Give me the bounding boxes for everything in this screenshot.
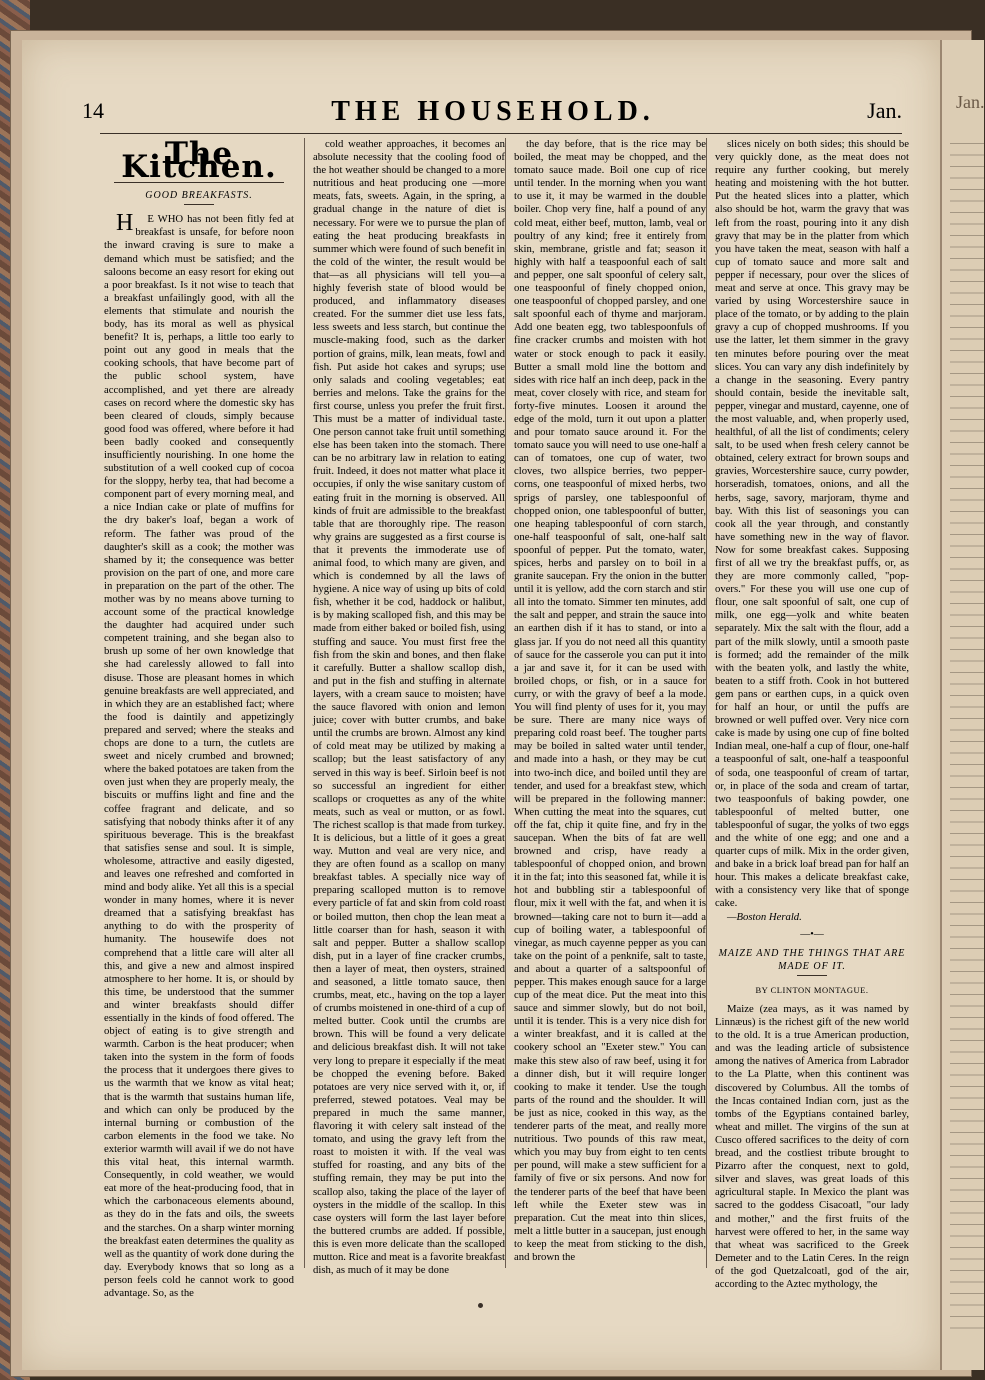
column-2	[304, 138, 505, 1277]
heading-rule	[184, 204, 214, 205]
column-1	[104, 136, 294, 1299]
next-page-edge	[940, 40, 984, 1370]
section-divider: —•—	[800, 928, 824, 940]
column-text: the day before, that is the rice may be boiled, the meat may be chopped, and the tomato sauce made. Boil one cup of rice until tender. In the morning when you want to use it, it may be warmed in the double boiler. Chop very fine, half a pound of any cold meat, either beef, mutton, lamb, veal or poultry of any kind; free it entirely from skin, membrane, gristle and fat; season it highly with half a teaspoonful each of salt and pepper, one salt spoonful of celery salt, one teaspoonful of finely chopped onion, one teaspoonful of chopped parsley, and one salt spoonful each of thyme and marjoram. Add one beaten egg, two tablespoonfuls of fine cracker crumbs and moisten with hot water or stock enough to pack it easily. Butter a small mold line the bottom and sides with rice half an inch deep, pack in the meat, cover closely with rice, and steam for forty-five minutes. Loosen it around the edge of the mold, turn it out upon a platter and pour tomato sauce around it. For the tomato sauce you will need to use one-half a can of tomatoes, one cup of water, two cloves, two allspice berries, two pepper-corns, one teaspoonful of mixed herbs, two sprigs of parsley, one tablespoonful of chopped onion, one tablespoonful of butter, one heaping tablespoonful of corn starch, one-half teaspoonful of salt, one-half salt spoonful of pepper. Put the tomato, water, spices, herbs and parsley on to boil in a granite saucepan. Fry the onion in the butter until it is yellow, add the corn starch and stir all into the tomato. Simmer ten minutes, add the salt and pepper, and strain the sauce into an earthen dish if it has to stand, or into a glass jar. If you do not need all this quantity of sauce for the casserole you can put it into a jar and save it, for it can be used with broiled chops, or fish, or in a sauce for curry, or with the gravy of beef a la mode. You will find plenty of uses for it, you may be sure. There are many nice ways of preparing cold roast beef. The tougher parts may be boiled in salted water until tender, and made into a hash, or they may be cut into two-inch dice, and boiled until they are tender, and used for a breakfast stew, which will be prepared in the following manner: When cutting the meat into the squares, cut off the fat, chip it quite fine, and fry in the saucepan. When the bits of fat are well browned and crisp, have ready a tablespoonful of chopped onion, and brown it in the fat; into this seasoned fat, while it is hot and bubbling stir a tablespoonful of flour, mix it well with the fat, and when it is browned—taking care not to burn it—add a cup of boiling water, a tablespoonful of vinegar, as much cayenne pepper as you can take on the point of a penknife, salt to taste, and about a quarter of a saltspoonful of pepper. This makes enough sauce for a large cup of the meat dice. Put the meat into this sauce and simmer slowly, but do not boil, until it is tender. This is a very nice dish for a winter breakfast, and it is called at the cookery school an "Exeter stew." You can make this stew also of raw beef, using it for a dinner dish, but it will require longer cooking to make it tender. Use the tough parts of the round and the shoulder. It will be just as nice, cooked in this way, as the tenderer parts of the meat, and really more nutritious. Two pounds of this raw meat, which you may buy from eight to ten cents per pound, will make a stew sufficient for a family of five or six persons. And now for the tenderer parts of the beef that have been left while the Exeter stew was in preparation. Cut the meat into thin slices, melt a little butter in a saucepan, just enough to keep the meat from sticking to the dish, and brown the	[514, 138, 706, 1263]
heading-rule	[797, 975, 827, 976]
running-title: THE HOUSEHOLD.	[331, 96, 655, 127]
article2-byline: BY CLINTON MONTAGUE.	[755, 984, 869, 995]
column-text: cold weather approaches, it becomes an absolute necessity that the cooling food of the hot weather should be changed to a more nutritious and heat producing one —more meats, fats, sweets. Again, in the spring, a gradual change in the nature of diet is necessary. For were we to pursue the plan of eating the heat producing breakfasts in summer which were found of such benefit in the cold of the winter, the result would be that—as all physicians will tell you—a highly feverish state of blood would be produced, and inflammatory diseases created. For the summer diet use less fats, less sweets and less starch, but continue the muscle-making food, such as the darker portion of grains, milk, lean meats, fowl and fish. Put aside hot cakes and syrups; use only salads and cooling vegetables; eat berries and melons. Take the grains for the first course, unless you prefer the fruit first. This must be a matter of individual taste. One person cannot take fruit until something else has been taken into the stomach. There can be no arbitrary law in relation to eating fruit. Indeed, it does not matter what place it occupies, if only the wise sanitary custom of eating fruit in the morning is observed. All kinds of fruit are admissible to the breakfast table that are thoroughly ripe. The reason why grains are suggested as a first course is that it prevents the immoderate use of animal food, to which many are given, and which is condemned by all the laws of hygiene. A nice way of using up bits of cold fish, whether it be cod, haddock or halibut, is by making scalloped fish, and this may be made from either baked or boiled fish, using stuffing and sauce. You must first free the fish from the skin and bones, and then flake it carefully. Butter a shallow scallop dish, and put in the fish and stuffing in alternate layers, with a cream sauce to moisten; have the sauce flavored with onion and lemon juice; cover with butter crumbs, and bake until the crumbs are brown. Almost any kind of cold meat may be utilized by making a scallop; but the least satisfactory of any served in this way is beef. Sirloin beef is not so successful an ingredient for either scallops or croquettes as any of the white meats, such as veal or mutton, or as fowl. The richest scallop is that made from turkey. It is delicious, but a little of it goes a great way. Mutton and veal are very nice, and they are often found as a scallop on many breakfast tables. A specially nice way of preparing scalloped mutton is to remove every particle of fat and skin from cold roast or boiled mutton, then chop the lean meat a little coarser than for hash, season it with salt and pepper. Butter a shallow scallop dish, put in a layer of fine cracker crumbs, then a layer of meat, then oysters, strained and seasoned, a little tomato sauce, then crumbs, meat, etc., having on the top a layer of crumbs moistened in one-third of a cup of melted butter. Cook until the crumbs are brown. This will be found a very delicate and delicious breakfast dish. It will not take very long to prepare it especially if the meat be chopped the evening before. Baked potatoes are very nice served with it, or, if preferred, stewed potatoes. Veal may be prepared in much the same manner, flavoring it with celery salt instead of the tomato, and using the gravy left from the roast to moisten it with. If the veal was stuffed for roasting, and any bits of the stuffing remain, they may be put into the scallop also, taking the place of the layer of oysters in the middle of the scallop. In this case oysters will form the last layer before the buttered crumbs are added. If possible, this is even more delicate than the scalloped mutton. Rice and meat is a favorite breakfast dish, as much of it may be done	[313, 138, 505, 1277]
column-3	[505, 138, 706, 1268]
article2-heading: MAIZE AND THE THINGS THAT ARE MADE OF IT.	[718, 947, 906, 972]
page-header	[82, 98, 904, 132]
header-rule	[100, 133, 902, 134]
page-dot-ornament	[478, 1303, 483, 1308]
column-text: Maize (zea mays, as it was named by Linnæus) is the richest gift of the new world to the old. It is a true American production, and was the leading article of subsistence among the natives of America from Labrador to the La Platte, when this continent was discovered by Columbus. All the tombs of the Incas contained Indian corn, just as the tombs of the Egyptians contained barley, wheat and millet. The virgins of the sun at Cusco offered sacrifices to the deity of corn bread, and the costliest tribute brought to Pizarro after the conquest, next to gold, silver and slaves, was great loads of this agricultural staple. In Mexico the plant was sacred to the goddess Cisacoatl, "our lady and mother," and the first fruits of the harvest were offered to her, in the same way that wheat was sacrificed to the Greek Demeter and to the Latin Ceres. In the reign of the god Quetzalcoatl, god of the air, according to the Aztec mythology, the	[715, 1003, 909, 1290]
article-heading: GOOD BREAKFASTS.	[145, 190, 253, 202]
next-page-text-lines	[950, 135, 984, 1335]
article-credit: —Boston Herald.	[727, 910, 802, 923]
page-number: 14	[82, 98, 104, 123]
article-body-col1	[104, 210, 294, 1300]
month-label: Jan.	[867, 98, 902, 123]
column-text: HE WHO has not been fitly fed at breakfast is unsafe, for before noon the inward craving is sure to make a demand which must be satisfied; and the saloons become an easy resort for eking out a poor breakfast. Is it not wise to teach that a breakfast unfailingly good, with all the elements that stimulate and nourish the body, has its moral as well as physical benefit? It is, perhaps, a little too early to point out any good in meals that the cooking schools, that have become part of the public school system, have accomplished, and yet there are already cases on record where the domestic sky has been cleared of clouds, simply because good food was offered, where before it had been badly cooked and consequently insufficiently nourishing. In one home the substitution of a well cooked cup of cocoa for the sloppy, herby tea, that had become a component part of every morning meal, and a nice Indian cake or plate of muffins for the dry baker's loaf, began a work of reform. The father was proud of the daughter's skill as a cook; the mother was shamed by it; the consequence was better provision on the part of one, and more care in preparation on the part of the other. The mother was by no means above turning to account some of the practical knowledge the daughter had acquired under such competent training, and she began also to brush up some of her own knowledge that she had carelessly allowed to fall into disuse. Those are pleasant homes in which genuine breakfasts are well appreciated, and in which they are an established fact; where the food is daintily and appetizingly prepared and served; where the steaks and chops are done to a turn, the cutlets are sweet and nicely crumbed and browned; where the baked potatoes are taken from the oven just when they are properly mealy, the biscuits or muffins light and fine and the coffee fragrant and delicate, and so satisfying that nobody thinks after it of any spirituous beverage. This is the breakfast that satisfies sense and soul. It is simple, wholesome, attractive and easily digested, and leaves one refreshed and comforted in mind and body alike. Yet all this is a special wonder in many homes, where it is never dreamed that a satisfying breakfast has anything to do with the prosperity of humanity. The housewife does not comprehend that a little care will alter all this, and give a new and almost inspired atmosphere to her home. It is, or should by this time, be understood that the summer and winter breakfasts should differ essentially in the kinds of food offered. The object of eating is to give strength and warmth. Carbon is the heat producer; when taken into the system in the form of foods the process that it undergoes there gives to us the warmth that we know as vital heat; that is the warmth that sustains human life, and which can only be produced by the internal burning or combustion of the carbon elements in the food we take. No exterior warmth will avail if we do not have this vital heat, this internal warmth. Consequently, in cold weather, we would eat more of the heat-producing food, that in which the carbonaceous elements abound, as they do in the fats and oils, the sweets and the starches. On a sharp winter morning the breakfast eaten determines the quality as well as the quantity of work done during the day. Everybody knows that so long as a person feels cold he cannot work to good advantage. So, as the	[104, 210, 294, 1299]
column-text: slices nicely on both sides; this should be very quickly done, as the meat does not require any further cooking, but merely heating and moistening with the hot butter. Put the heated slices into a platter, which also should be hot, warm the gravy that was left from the roast, pouring into it any dish gravy that may be in the platter from which you have taken the meat, season with half a cup of tomato sauce and more salt and pepper if necessary, pour over the slices of meat and serve at once. This gravy may be varied by using Worcestershire sauce in place of the tomato, or by adding to the plain gravy a cup of chopped mushrooms. If you use the latter, let them simmer in the gravy ten minutes before pouring over the meat slices. You can vary any dish indefinitely by a change in the seasoning. Every pantry should contain, beside the inevitable salt, pepper, vinegar and mustard, cayenne, one of the most valuable, and, when properly used, healthful, of all the list of condiments; celery salt, to be used when fresh celery cannot be obtained, celery extract for brown soups and gravies, Worcestershire sauce, curry powder, horseradish, tomatoes, onions, and all the herbs, sage, savory, marjoram, thyme and bay. With this list of seasonings you can cook all the year through, and constantly have something new in the way of flavor. Now for some breakfast cakes. Supposing first of all we try the breakfast puffs, or, as they are more commonly called, "pop-overs." For these you will use one cup of flour, one salt spoonful of salt, one cup of milk, one egg—yolk and white beaten separately. Mix the salt with the flour, add a part of the milk slowly, until a smooth paste is formed; add the remainder of the milk with the beaten yolk, and lastly the white, beaten to a stiff froth. Cook in hot buttered gem pans or earthen cups, in a quick oven for half an hour, or until the puffs are browned or well puffed over. Very nice corn cake is made by using one cup of fine bolted Indian meal, one-half a cup of flour, one-half a teaspoonful of salt, one-half a teaspoonful of soda, one teaspoonful of cream of tartar, or, in place of the soda and cream of tartar, two teaspoonfuls of baking powder, one tablespoonful of melted butter, one tablespoonful of sugar, the yolks of two eggs and the white of one egg; and one and a quarter cups of milk. Mix in the order given, and bake in a brick loaf bread pan for half an hour. This makes a delicate breakfast cake, with a consistency very like that of sponge cake.	[715, 138, 909, 910]
section-title: The Kitchen.	[121, 136, 277, 186]
column-4	[706, 138, 909, 1290]
next-page-month: Jan.	[956, 92, 985, 112]
